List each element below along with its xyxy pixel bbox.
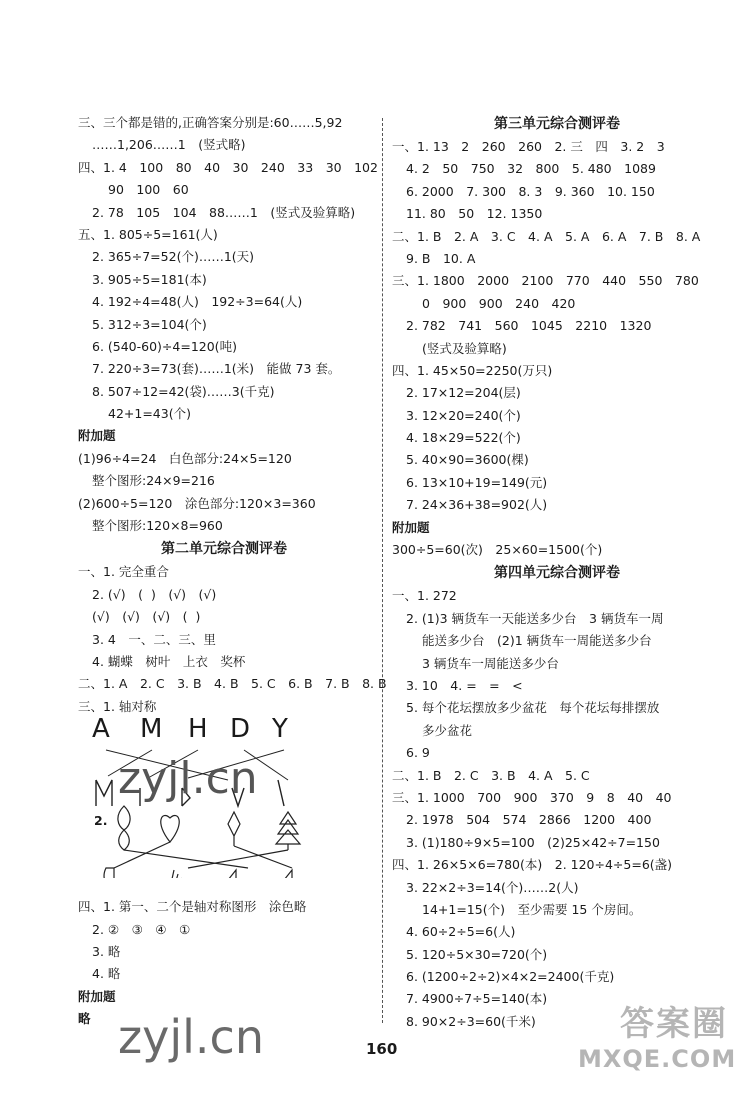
answer-line: 四、1. 4 100 80 40 30 240 33 30 102 (78, 159, 378, 175)
answer-line: 三、1. 1800 2000 2100 770 440 550 780 (392, 273, 699, 289)
answer-line: 4. 60÷2÷5=6(人) (406, 924, 516, 940)
answer-line: 能送多少台 (2)1 辆货车一周能送多少台 (422, 633, 652, 649)
right-column (392, 112, 722, 1033)
answer-line: 整个图形:24×9=216 (92, 473, 215, 489)
answer-line: 三、1. 1000 700 900 370 9 8 40 40 (392, 789, 672, 805)
answer-line: 二、1. B 2. A 3. C 4. A 5. A 6. A 7. B 8. A (392, 228, 701, 244)
answer-line: 二、1. A 2. C 3. B 4. B 5. C 6. B 7. B 8. B (78, 676, 387, 692)
answer-line: 6. (540-60)÷4=120(吨) (92, 338, 237, 354)
symmetry-figure (78, 714, 370, 878)
answer-line: 2. ② ③ ④ ① (92, 921, 191, 937)
answer-line: 五、1. 805÷5=161(人) (78, 226, 218, 242)
answer-block-unit2 (78, 561, 387, 718)
answer-line: 300÷5=60(次) 25×60=1500(个) (392, 542, 603, 558)
answer-line: 附加题 (392, 519, 430, 535)
answer-line: 11. 80 50 12. 1350 (406, 206, 543, 222)
answer-line: 3. 略 (92, 943, 121, 959)
answer-line: 3. 905÷5=181(本) (92, 271, 207, 287)
answer-line: 6. 13×10+19=149(元) (406, 474, 548, 490)
answer-line: 三、1. 轴对称 (78, 698, 157, 714)
unit4-title: 第四单元综合测评卷 (494, 565, 620, 582)
answer-line: 7. 24×36+38=902(人) (406, 497, 548, 513)
stamp-url: MXQE.COM (578, 1045, 737, 1073)
watermark-stamp (578, 996, 737, 1086)
letter-a: A (92, 714, 110, 745)
answer-line: 3. 10 4. = = < (406, 677, 523, 693)
answer-line: 7. 220÷3=73(套)……1(米) 能做 73 套。 (92, 361, 341, 377)
watermark-bottom: zyjl.cn (118, 1010, 264, 1064)
letter-d: D (230, 714, 251, 745)
answer-line: 14+1=15(个) 至少需要 15 个房间。 (422, 901, 642, 917)
column-divider (382, 118, 383, 1023)
answer-line: 8. 507÷12=42(袋)……3(千克) (92, 383, 275, 399)
answer-line: 6. 9 (406, 745, 430, 761)
answer-line: 4. 18×29=522(个) (406, 430, 521, 446)
answer-block-unit4 (392, 585, 722, 1033)
answer-line: 2. (1)3 辆货车一天能送多少台 3 辆货车一周 (406, 610, 664, 626)
answer-line: 4. 192÷4=48(人) 192÷3=64(人) (92, 294, 303, 310)
answer-line: 8. 90×2÷3=60(千米) (406, 1013, 536, 1029)
page-number: 160 (366, 1040, 398, 1058)
answer-line: 2. 365÷7=52(个)……1(天) (92, 249, 255, 265)
answer-line: 一、1. 272 (392, 588, 457, 604)
left-column (78, 112, 387, 1031)
answer-line: 4. 2 50 750 32 800 5. 480 1089 (406, 161, 656, 177)
answer-line: 一、1. 完全重合 (78, 564, 169, 580)
answer-line: 5. 每个花坛摆放多少盆花 每个花坛每排摆放 (406, 700, 660, 716)
answer-line: 四、1. 45×50=2250(万只) (392, 362, 553, 378)
answer-line: 3. (1)180÷9×5=100 (2)25×42÷7=150 (406, 834, 660, 850)
answer-line: (2)600÷5=120 涂色部分:120×3=360 (78, 495, 316, 511)
answer-line: 三、三个都是错的,正确答案分别是:60……5,92 (78, 115, 343, 130)
answer-line: 6. (1200÷2÷2)×4×2=2400(千克) (406, 969, 615, 985)
answer-line: 3 辆货车一周能送多少台 (422, 655, 559, 671)
answer-line: 42+1=43(个) (108, 406, 191, 422)
answer-line: 多少盆花 (422, 722, 473, 738)
answer-block-unit3 (392, 136, 722, 561)
answer-line: 2. 17×12=204(层) (406, 385, 521, 401)
answer-line: 6. 2000 7. 300 8. 3 9. 360 10. 150 (406, 183, 655, 199)
answer-line: 7. 4900÷7÷5=140(本) (406, 991, 548, 1007)
letter-h: H (188, 714, 208, 745)
answer-line: 4. 略 (92, 966, 121, 982)
answer-line: 3. 4 一、二、三、里 (92, 631, 216, 647)
answer-line: 2. 1978 504 574 2866 1200 400 (406, 812, 652, 828)
unit3-title: 第三单元综合测评卷 (494, 116, 620, 132)
answer-line: 3. 12×20=240(个) (406, 407, 521, 423)
answer-line: 一、1. 13 2 260 260 2. 三 四 3. 2 3 (392, 139, 665, 154)
answer-line: 90 100 60 (108, 182, 189, 198)
answer-line: 2. 78 105 104 88……1 (竖式及验算略) (92, 204, 356, 220)
answer-line: (竖式及验算略) (422, 340, 507, 356)
answer-line: 2. (√) ( ) (√) (√) (92, 586, 217, 602)
answer-line: (1)96÷4=24 白色部分:24×5=120 (78, 450, 292, 466)
letter-y: Y (272, 714, 288, 745)
question-2-label: 2. (94, 813, 108, 829)
answer-line: 5. 40×90=3600(棵) (406, 452, 529, 468)
watermark-mid: zyjl.cn (118, 753, 258, 805)
answer-line: 4. 蝴蝶 树叶 上衣 奖杯 (92, 653, 246, 669)
answer-line: 附加题 (78, 428, 116, 444)
answer-line: 3. 22×2÷3=14(个)……2(人) (406, 879, 579, 895)
answer-line: (√) (√) (√) ( ) (92, 609, 201, 625)
answer-line: 2. 782 741 560 1045 2210 1320 (406, 318, 652, 334)
answer-line: 略 (78, 1011, 91, 1027)
answer-line: 整个图形:120×8=960 (92, 518, 223, 534)
answer-line: 二、1. B 2. C 3. B 4. A 5. C (392, 767, 590, 783)
stamp-text: 答案圈 (620, 1004, 728, 1044)
answer-line: 四、1. 26×5×6=780(本) 2. 120÷4÷5=6(盏) (392, 857, 673, 873)
answer-line: ……1,206……1 (竖式略) (92, 137, 246, 153)
answer-line: 9. B 10. A (406, 250, 476, 266)
answer-line: 5. 312÷3=104(个) (92, 316, 207, 332)
answer-block-unit1 (78, 112, 378, 537)
answer-line: 附加题 (78, 988, 116, 1004)
answer-line: 四、1. 第一、二个是轴对称图形 涂色略 (78, 899, 307, 915)
answer-line: 0 900 900 240 420 (422, 295, 576, 311)
answer-line: 5. 120÷5×30=720(个) (406, 946, 548, 962)
unit2-title: 第二单元综合测评卷 (161, 541, 287, 558)
letter-m: M (140, 714, 163, 745)
